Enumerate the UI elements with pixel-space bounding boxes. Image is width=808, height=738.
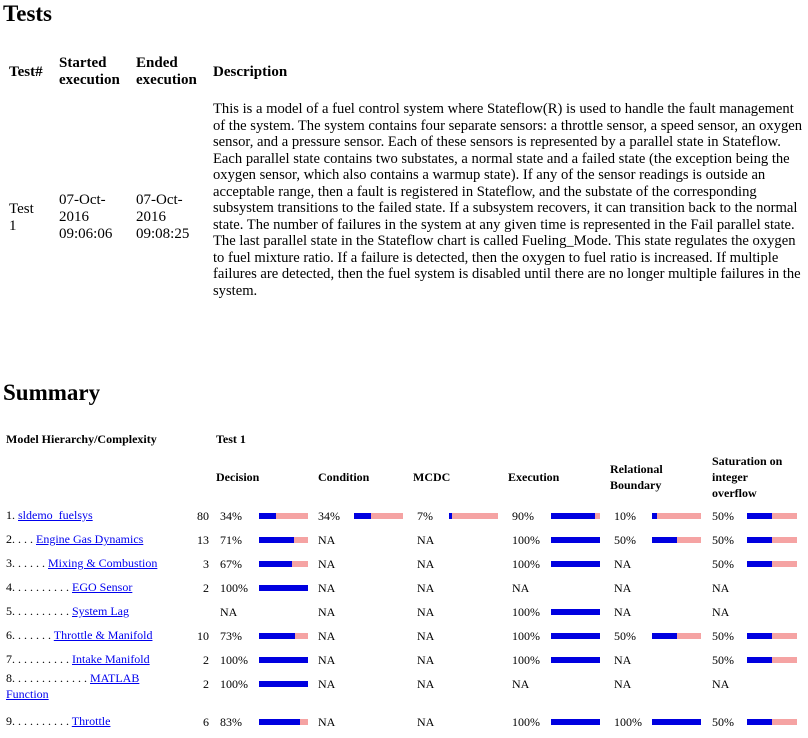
execution-value: 100% [512, 605, 540, 619]
hierarchy-prefix: 4. . . . . . . . . . [6, 580, 72, 594]
complexity-value: 13 [197, 533, 209, 547]
decision-coverage-bar [259, 719, 308, 725]
hierarchy-prefix: 8. . . . . . . . . . . . . [6, 671, 90, 685]
model-link[interactable]: Engine Gas Dynamics [36, 532, 144, 546]
complexity-value: 6 [203, 715, 209, 729]
mcdc-coverage-bar [449, 513, 498, 519]
relational-value: NA [614, 557, 632, 571]
saturation-coverage-bar [747, 561, 797, 567]
relational-value: NA [614, 581, 632, 595]
mcdc-value: NA [417, 677, 435, 691]
table-row [0, 556, 808, 580]
saturation-value: 50% [712, 629, 734, 643]
saturation-coverage-bar [747, 537, 797, 543]
execution-coverage-bar [551, 561, 600, 567]
hierarchy-prefix: 3. . . . . . [6, 556, 48, 570]
saturation-value: NA [712, 605, 730, 619]
hierarchy-item [6, 532, 182, 546]
table-row [0, 628, 808, 652]
execution-coverage-fill [551, 633, 600, 639]
col-header-saturation-line3: overflow [712, 486, 757, 500]
hierarchy-prefix: 6. . . . . . . [6, 628, 54, 642]
col-header-decision: Decision [216, 470, 260, 484]
decision-coverage-fill [259, 633, 295, 639]
decision-coverage-bar [259, 585, 308, 591]
decision-value: 71% [220, 533, 242, 547]
model-link[interactable]: System Lag [72, 604, 129, 618]
relational-coverage-fill [652, 537, 677, 543]
hierarchy-item [6, 508, 182, 522]
execution-value: 90% [512, 509, 534, 523]
hierarchy-item [6, 652, 182, 666]
hierarchy-item [6, 628, 182, 642]
execution-coverage-bar [551, 537, 600, 543]
saturation-value: 50% [712, 533, 734, 547]
decision-value: 83% [220, 715, 242, 729]
relational-value: NA [614, 677, 632, 691]
saturation-coverage-fill [747, 657, 772, 663]
saturation-coverage-fill [747, 561, 772, 567]
col-header-test-number: Test# [9, 64, 43, 80]
condition-value: NA [318, 605, 336, 619]
execution-coverage-bar [551, 657, 600, 663]
execution-coverage-fill [551, 537, 600, 543]
tests-heading: Tests [3, 1, 52, 26]
execution-value: 100% [512, 557, 540, 571]
decision-value: NA [220, 605, 238, 619]
relational-value: NA [614, 605, 632, 619]
execution-value: 100% [512, 653, 540, 667]
model-link[interactable]: MATLAB [90, 671, 140, 685]
decision-value: 34% [220, 509, 242, 523]
ended-date: 07-Oct- [136, 192, 183, 208]
relational-coverage-bar [652, 513, 701, 519]
execution-value: 100% [512, 533, 540, 547]
decision-coverage-bar [259, 561, 308, 567]
relational-coverage-fill [652, 719, 701, 725]
col-header-ended-line2: execution [136, 72, 197, 88]
col-header-relational-line2: Boundary [610, 478, 662, 492]
test-id-cell [9, 201, 34, 235]
started-time: 09:06:06 [59, 226, 113, 242]
execution-value: NA [512, 581, 530, 595]
relational-value: 100% [614, 715, 642, 729]
execution-coverage-bar [551, 513, 600, 519]
model-link[interactable]: Throttle & Manifold [53, 628, 153, 642]
table-row [0, 580, 808, 604]
hierarchy-prefix: 9. . . . . . . . . . [6, 714, 72, 728]
condition-value: NA [318, 581, 336, 595]
hierarchy-item [6, 714, 182, 728]
decision-coverage-bar [259, 657, 308, 663]
saturation-coverage-bar [747, 633, 797, 639]
table-row [0, 508, 808, 532]
relational-value: 50% [614, 533, 636, 547]
saturation-value: 50% [712, 653, 734, 667]
hierarchy-prefix: 7. . . . . . . . . . [6, 652, 72, 666]
saturation-value: 50% [712, 509, 734, 523]
execution-value: 100% [512, 715, 540, 729]
test-description: This is a model of a fuel control system where Stateflow(R) is used to handle the fault management of the system. The system contains four separate sensors: a throttle sensor, a speed sensor, an oxygen sensor, and a pressure sensor. Each of these sensors is represented by a parallel state in Stateflow. Each parallel state contains two substates, a normal state and a failed state (the exception being the oxygen sensor, which also contains a warmup state). If any of the sensor readings is outside an acceptable range, then a fault is registered in Stateflow, and the substate of the corresponding subsystem transitions to the failed state. If a subsystem recovers, it can transition back to the normal state. The number of failures in the system at any given time is represented in the Fail parallel state. The last parallel state in the Stateflow chart is called Fueling_Mode. This state regulates the oxygen to fuel mixture ratio. If a failure is detected, then the oxygen to fuel ratio is increased. If multiple failures are detected, then the fuel system is disabled until there are no longer multiple failures in the system. [213, 101, 803, 299]
complexity-value: 2 [203, 653, 209, 667]
condition-value: NA [318, 533, 336, 547]
execution-coverage-fill [551, 513, 595, 519]
mcdc-value: NA [417, 653, 435, 667]
condition-value: 34% [318, 509, 340, 523]
complexity-value: 2 [203, 677, 209, 691]
relational-value: 10% [614, 509, 636, 523]
condition-value: NA [318, 653, 336, 667]
hierarchy-item [6, 556, 182, 570]
execution-coverage-fill [551, 561, 600, 567]
saturation-coverage-fill [747, 719, 772, 725]
model-link[interactable]: EGO Sensor [72, 580, 133, 594]
col-header-description: Description [213, 64, 288, 80]
decision-coverage-bar [259, 513, 308, 519]
mcdc-value: NA [417, 581, 435, 595]
col-header-model-hierarchy: Model Hierarchy/Complexity [6, 432, 157, 446]
execution-coverage-bar [551, 633, 600, 639]
complexity-value: 3 [203, 557, 209, 571]
col-header-started-line2: execution [59, 72, 120, 88]
hierarchy-prefix: 1. [6, 508, 18, 522]
decision-coverage-fill [259, 585, 308, 591]
decision-coverage-fill [259, 657, 308, 663]
condition-value: NA [318, 557, 336, 571]
condition-value: NA [318, 629, 336, 643]
model-link[interactable]: Intake Manifold [72, 652, 150, 666]
mcdc-value: 7% [417, 509, 433, 523]
col-header-saturation-line2: integer [712, 470, 748, 484]
relational-coverage-fill [652, 513, 657, 519]
complexity-value: 10 [197, 629, 209, 643]
relational-coverage-bar [652, 633, 701, 639]
decision-coverage-fill [259, 537, 294, 543]
col-header-test1: Test 1 [216, 432, 246, 446]
decision-coverage-fill [259, 681, 308, 687]
table-row [0, 604, 808, 628]
mcdc-value: NA [417, 533, 435, 547]
saturation-coverage-fill [747, 633, 772, 639]
col-header-saturation [712, 453, 782, 501]
col-header-saturation-line1: Saturation on [712, 454, 783, 468]
summary-heading: Summary [3, 380, 101, 405]
saturation-value: NA [712, 677, 730, 691]
test-id-line2: 1 [9, 218, 17, 234]
execution-coverage-fill [551, 609, 600, 615]
table-row [0, 671, 808, 701]
saturation-coverage-bar [747, 719, 797, 725]
decision-value: 100% [220, 581, 248, 595]
decision-coverage-fill [259, 561, 292, 567]
relational-coverage-bar [652, 537, 701, 543]
started-date: 07-Oct- [59, 192, 106, 208]
condition-coverage-fill [354, 513, 371, 519]
mcdc-value: NA [417, 557, 435, 571]
col-header-ended [136, 55, 197, 89]
col-header-started-line1: Started [59, 55, 107, 71]
col-header-started [59, 55, 120, 89]
started-year: 2016 [59, 209, 89, 225]
mcdc-value: NA [417, 715, 435, 729]
decision-value: 100% [220, 653, 248, 667]
hierarchy-item [6, 580, 182, 594]
decision-coverage-fill [259, 513, 276, 519]
ended-year: 2016 [136, 209, 166, 225]
mcdc-value: NA [417, 629, 435, 643]
saturation-coverage-bar [747, 513, 797, 519]
mcdc-value: NA [417, 605, 435, 619]
decision-coverage-bar [259, 681, 308, 687]
decision-value: 100% [220, 677, 248, 691]
execution-coverage-fill [551, 657, 600, 663]
started-cell [59, 192, 112, 243]
execution-value: 100% [512, 629, 540, 643]
col-header-mcdc: MCDC [413, 470, 451, 484]
relational-value: 50% [614, 629, 636, 643]
table-row [0, 714, 808, 738]
model-link[interactable]: sldemo_fuelsys [18, 508, 93, 522]
complexity-value: 80 [197, 509, 209, 523]
col-header-ended-line1: Ended [136, 55, 178, 71]
decision-value: 73% [220, 629, 242, 643]
condition-value: NA [318, 715, 336, 729]
execution-coverage-bar [551, 609, 600, 615]
decision-value: 67% [220, 557, 242, 571]
col-header-relational-boundary [610, 461, 663, 493]
model-link[interactable]: Mixing & Combustion [48, 556, 158, 570]
hierarchy-prefix: 5. . . . . . . . . . [6, 604, 72, 618]
table-row [0, 532, 808, 556]
col-header-condition: Condition [318, 470, 370, 484]
saturation-value: 50% [712, 715, 734, 729]
col-header-execution: Execution [508, 470, 560, 484]
hierarchy-item [6, 604, 182, 618]
execution-coverage-bar [551, 719, 600, 725]
saturation-coverage-bar [747, 657, 797, 663]
relational-coverage-bar [652, 719, 701, 725]
saturation-coverage-fill [747, 537, 772, 543]
decision-coverage-fill [259, 719, 300, 725]
condition-value: NA [318, 677, 336, 691]
mcdc-coverage-fill [449, 513, 452, 519]
complexity-value: 2 [203, 581, 209, 595]
decision-coverage-bar [259, 633, 308, 639]
saturation-value: NA [712, 581, 730, 595]
col-header-relational-line1: Relational [610, 462, 663, 476]
decision-coverage-bar [259, 537, 308, 543]
saturation-coverage-fill [747, 513, 772, 519]
model-link[interactable]: Throttle [71, 714, 111, 728]
execution-value: NA [512, 677, 530, 691]
condition-coverage-bar [354, 513, 403, 519]
ended-cell [136, 192, 189, 243]
saturation-value: 50% [712, 557, 734, 571]
test-id-line1: Test [9, 201, 34, 217]
hierarchy-item [6, 670, 182, 702]
relational-coverage-fill [652, 633, 677, 639]
ended-time: 09:08:25 [136, 226, 190, 242]
relational-value: NA [614, 653, 632, 667]
model-link-continued[interactable]: Function [6, 687, 49, 701]
hierarchy-prefix: 2. . . . [6, 532, 36, 546]
execution-coverage-fill [551, 719, 600, 725]
